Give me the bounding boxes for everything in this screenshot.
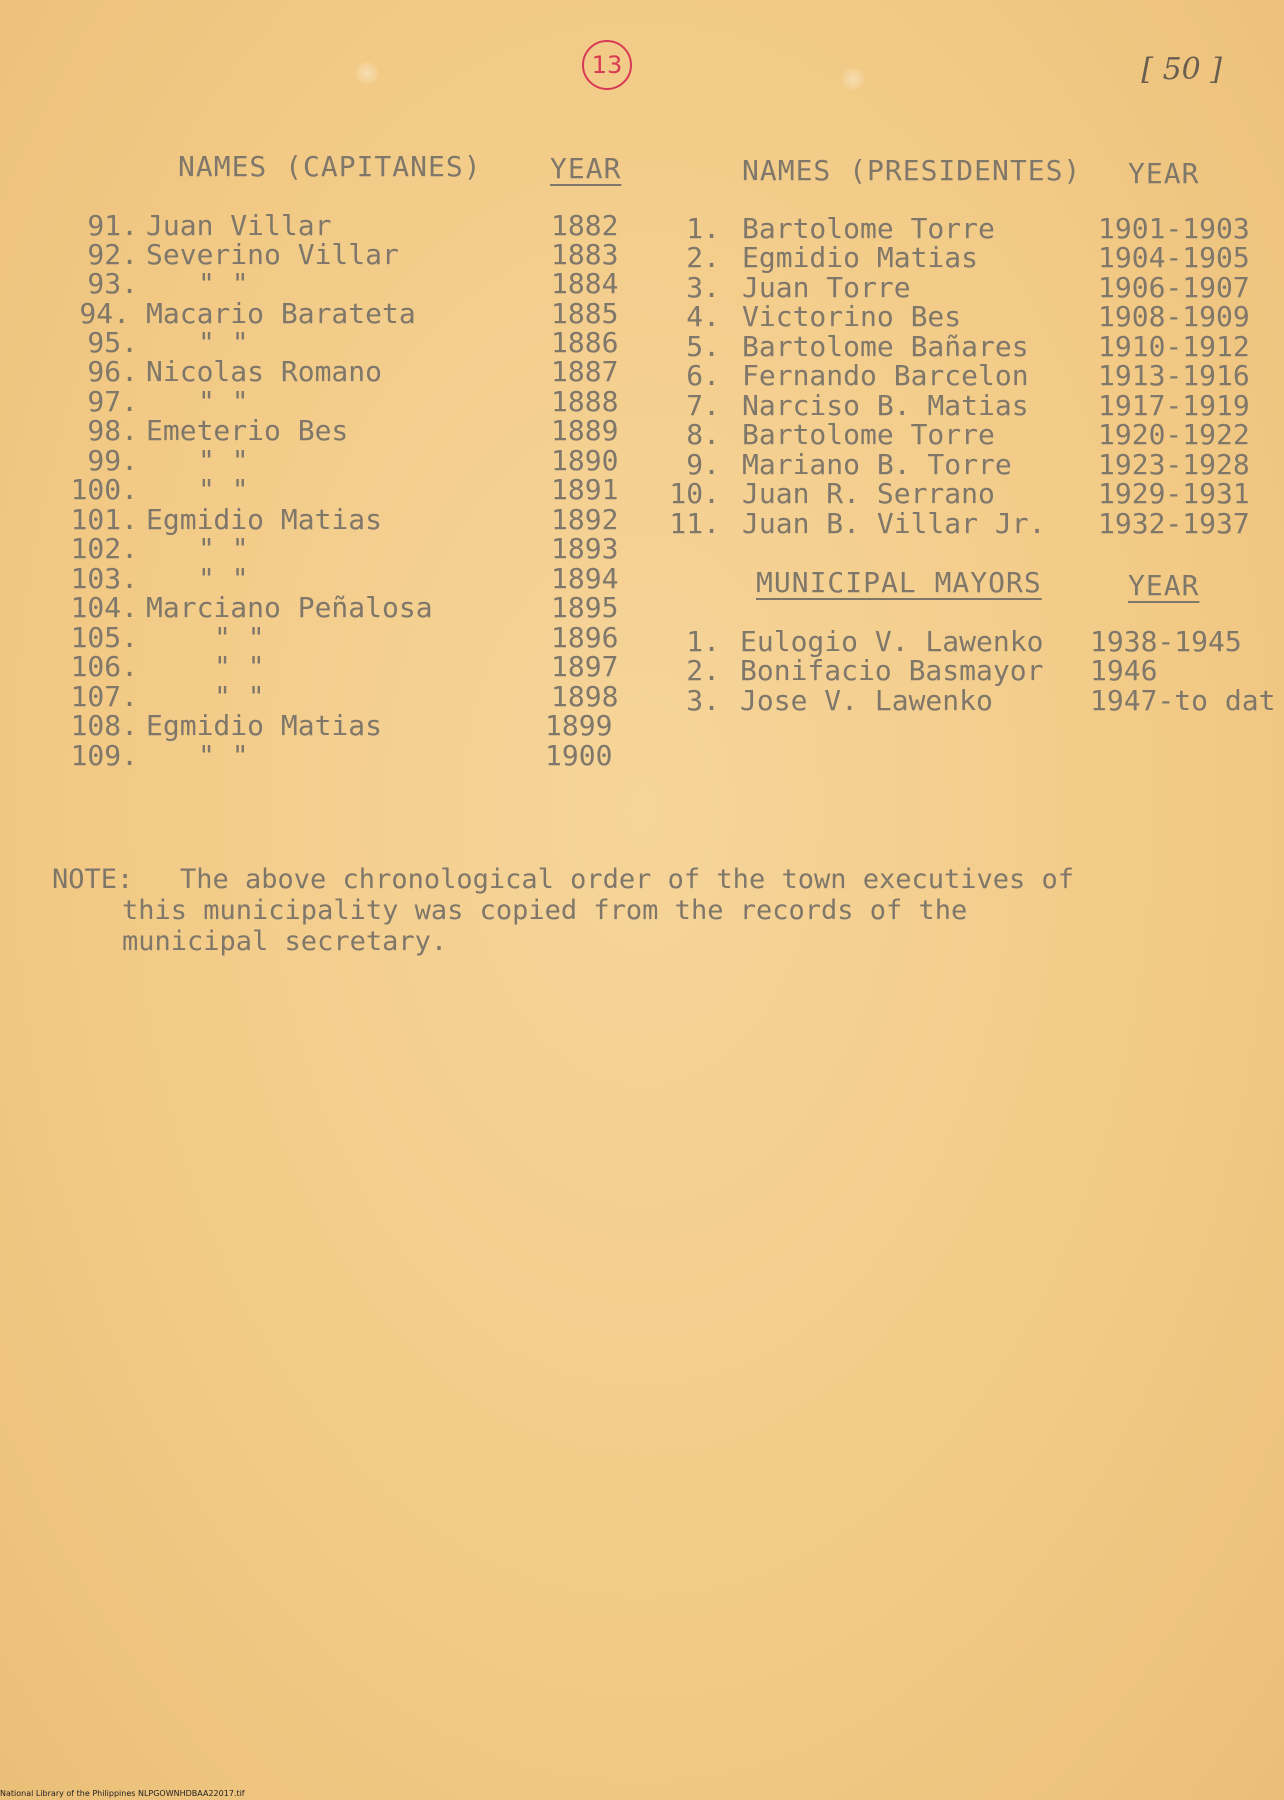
row-year: 1891 [551, 473, 619, 506]
row-name: Nicolas Romano [146, 355, 383, 388]
row-name: " " [214, 650, 265, 683]
row-number: 93. [87, 267, 138, 300]
note-line-2: this municipality was copied from the records of the [122, 895, 968, 926]
row-name: Bartolome Torre [742, 418, 995, 451]
row-number: 102. [70, 532, 138, 565]
row-number: 101. [70, 503, 138, 536]
row-number: 95. [87, 326, 138, 359]
row-number: 8. [686, 418, 720, 451]
row-year: 1897 [551, 650, 619, 683]
row-name: " " [198, 326, 249, 359]
row-year: 1882 [551, 209, 619, 242]
row-number: 2. [686, 241, 720, 274]
row-year: 1898 [551, 680, 619, 713]
row-year: 1946 [1090, 654, 1158, 687]
row-name: " " [198, 739, 249, 772]
row-number: 91. [87, 209, 138, 242]
row-year: 1906-1907 [1098, 271, 1250, 304]
row-name: Bonifacio Basmayor [740, 654, 1044, 687]
row-name: Bartolome Bañares [742, 330, 1029, 363]
row-number: 107. [70, 680, 138, 713]
row-number: 7. [686, 389, 720, 422]
row-year: 1889 [551, 414, 619, 447]
row-year: 1938-1945 [1090, 625, 1242, 658]
row-year: 1929-1931 [1098, 477, 1250, 510]
row-name: Egmidio Matias [742, 241, 979, 274]
row-name: " " [198, 444, 249, 477]
row-number: 4. [686, 300, 720, 333]
row-number: 96. [87, 355, 138, 388]
note-line-1: The above chronological order of the town executives of [180, 864, 1075, 895]
row-number: 100. [70, 473, 138, 506]
mayors-names-header: MUNICIPAL MAYORS [756, 566, 1042, 599]
row-year: 1904-1905 [1098, 241, 1250, 274]
row-number: 98. [87, 414, 138, 447]
row-year: 1896 [551, 621, 619, 654]
row-number: 104. [70, 591, 138, 624]
row-number: 3. [686, 684, 720, 717]
row-year: 1883 [551, 238, 619, 271]
row-name: Mariano B. Torre [742, 448, 1012, 481]
row-name: Juan R. Serrano [742, 477, 995, 510]
capitanes-year-header: YEAR [550, 152, 622, 185]
row-year: 1892 [551, 503, 619, 536]
row-year: 1920-1922 [1098, 418, 1250, 451]
row-name: " " [214, 680, 265, 713]
row-number: 106. [70, 650, 138, 683]
row-name: Jose V. Lawenko [740, 684, 993, 717]
row-number: 10. [669, 477, 720, 510]
archive-mark: [ 50 ] [1141, 52, 1222, 87]
row-name: Juan Torre [742, 271, 911, 304]
row-name: Eulogio V. Lawenko [740, 625, 1044, 658]
row-name: Juan Villar [146, 209, 332, 242]
row-year: 1894 [551, 562, 619, 595]
row-name: Juan B. Villar Jr. [742, 507, 1046, 540]
row-name: Egmidio Matias [146, 503, 383, 536]
row-year: 1932-1937 [1098, 507, 1250, 540]
page-number-stamp: 13 [582, 40, 632, 90]
row-number: 3. [686, 271, 720, 304]
row-year: 1913-1916 [1098, 359, 1250, 392]
row-name: Macario Barateta [146, 297, 416, 330]
row-year: 1895 [551, 591, 619, 624]
row-number: 94. [79, 297, 130, 330]
row-number: 99. [87, 444, 138, 477]
row-year: 1901-1903 [1098, 212, 1250, 245]
row-number: 9. [686, 448, 720, 481]
row-year: 1893 [551, 532, 619, 565]
row-number: 6. [686, 359, 720, 392]
row-number: 105. [70, 621, 138, 654]
row-name: " " [198, 267, 249, 300]
row-year: 1923-1928 [1098, 448, 1250, 481]
punch-hole-left [356, 62, 378, 84]
row-year: 1884 [551, 267, 619, 300]
row-name: " " [198, 473, 249, 506]
row-year: 1917-1919 [1098, 389, 1250, 422]
row-name: Marciano Peñalosa [146, 591, 433, 624]
row-year: 1886 [551, 326, 619, 359]
row-number: 2. [686, 654, 720, 687]
presidentes-names-header: NAMES (PRESIDENTES) [742, 154, 1082, 187]
row-year: 1900 [545, 739, 613, 772]
row-number: 109. [70, 739, 138, 772]
row-year: 1890 [551, 444, 619, 477]
row-year: 1910-1912 [1098, 330, 1250, 363]
row-year: 1899 [545, 709, 613, 742]
row-name: " " [198, 562, 249, 595]
note-line-3: municipal secretary. [122, 926, 448, 957]
row-name: " " [214, 621, 265, 654]
row-name: Emeterio Bes [146, 414, 349, 447]
row-name: Fernando Barcelon [742, 359, 1029, 392]
row-number: 103. [70, 562, 138, 595]
punch-hole-right [842, 68, 864, 90]
row-name: Bartolome Torre [742, 212, 995, 245]
row-number: 1. [686, 625, 720, 658]
row-number: 1. [686, 212, 720, 245]
row-year: 1908-1909 [1098, 300, 1250, 333]
row-year: 1885 [551, 297, 619, 330]
row-number: 11. [669, 507, 720, 540]
row-year: 1888 [551, 385, 619, 418]
row-name: " " [198, 385, 249, 418]
row-name: " " [198, 532, 249, 565]
row-name: Victorino Bes [742, 300, 962, 333]
capitanes-names-header: NAMES (CAPITANES) [178, 150, 482, 183]
row-year: 1947-to dat [1090, 684, 1276, 717]
row-name: Narciso B. Matias [742, 389, 1029, 422]
row-number: 5. [686, 330, 720, 363]
row-name: Severino Villar [146, 238, 399, 271]
note-label: NOTE: [52, 864, 134, 895]
row-number: 92. [87, 238, 138, 271]
mayors-year-header: YEAR [1128, 569, 1200, 602]
presidentes-year-header: YEAR [1128, 157, 1200, 190]
row-number: 97. [87, 385, 138, 418]
row-name: Egmidio Matias [146, 709, 383, 742]
row-year: 1887 [551, 355, 619, 388]
archive-footer: National Library of the Philippines NLPGOWNHDBAA22017.tif [0, 1789, 245, 1798]
row-number: 108. [70, 709, 138, 742]
